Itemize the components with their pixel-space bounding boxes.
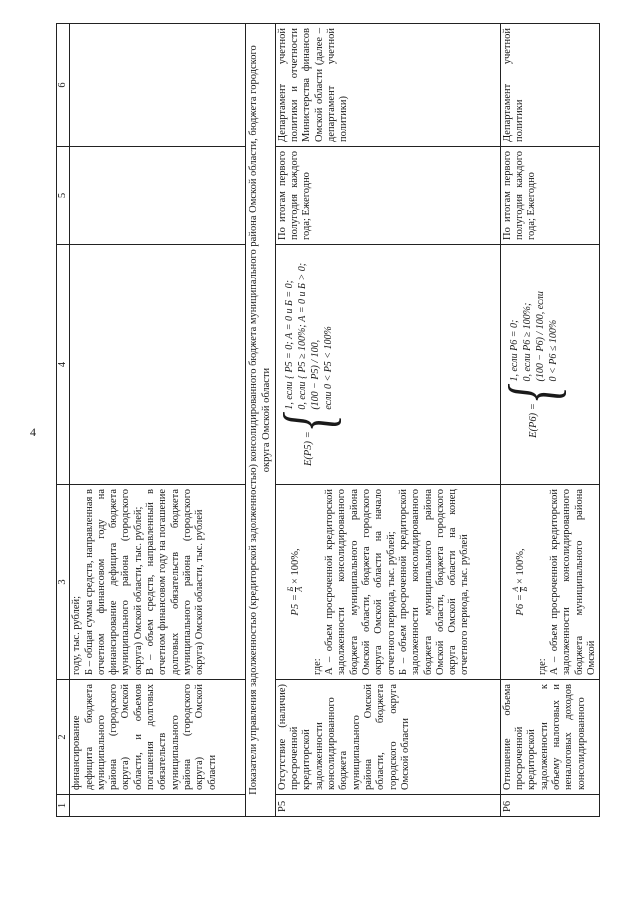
column-number: 3 — [57, 485, 70, 680]
cell-c1 — [70, 795, 246, 817]
variable-definitions: А – объем просроченной кредиторской задолженности консолидированного бюджета муниципального района Омской — [549, 489, 598, 675]
column-number: 4 — [57, 245, 70, 485]
where-label: где: — [536, 658, 548, 675]
brace-icon: { — [268, 411, 348, 430]
section-title: Показатели управления задолженностью (кредиторской задолженностью) консолидированного бюджета муниципального района Омской области, бюджета городского округа Омской области — [246, 24, 276, 817]
indicator-name: Отсутствие (наличие) просроченной кредиторской задолженности консолидированного бюджета муниципального района Омской области, бюджета городского округа Омской области — [275, 680, 500, 795]
where-label: где: — [311, 658, 323, 675]
case-3: (100 − P5) / 100, — [309, 339, 321, 410]
column-number-row — [57, 24, 70, 817]
case-1: 1, если { P5 = 0; А = 0 и Б = 0; — [283, 280, 295, 410]
indicator-code: P5 — [275, 795, 500, 817]
indicator-table — [56, 24, 598, 817]
case-4: 0 < P6 ≤ 100% — [547, 319, 559, 382]
column-number: 6 — [57, 24, 70, 147]
evaluation-lhs: E(P5) = — [302, 431, 314, 467]
indicator-name: финансирование дефицита бюджета муниципального района (городского округа) Омской области, и объемов погашения долговых обязательств муниципального района (городского округа) Омской области — [70, 680, 246, 795]
column-number: 5 — [57, 147, 70, 245]
case-2: 0, если P6 ≥ 100%; — [521, 302, 533, 382]
column-number: 1 — [57, 795, 70, 817]
period-cell: По итогам первого полугодия каждого года; Ежегодно — [500, 147, 599, 245]
period-cell — [70, 147, 246, 245]
formula-description: году, тыс. рублей; Б – общая сумма средств, направленная в отчетном финансовом году на финансирование дефицита бюджета муниципального района (городского округа) Омской области, тыс. рублей; В – объем средств, направленный в отчетном финансовом году на погашение долговых обязательств бюджета муниципального района (городского округа) Омской области, тыс. рублей — [70, 485, 246, 680]
table-row-previous — [70, 24, 246, 817]
variable-definitions: А – объем просроченной кредиторской задолженности консолидированного бюджета муниципального района Омской области, бюджета городского округа Омской области на начало отчетного периода, тыс. рублей; Б – объем просроченной кредиторской задолженности консолидированного бюджета муниципального района Омской области, бюджета городского округа Омской области на конец отчетного периода, тыс. рублей — [324, 489, 471, 675]
case-2: 0, если { P5 ≥ 100%; А = 0 и Б > 0; — [296, 262, 308, 410]
fraction: Б А — [285, 586, 304, 592]
responsible-cell — [70, 24, 246, 147]
responsible-cell: Департамент учетной политики и отчетности Министерства финансов Омской области (далее – департамент учетной политики) — [275, 24, 500, 147]
case-4: если 0 < P5 < 100% — [322, 326, 334, 410]
period-cell: По итогам первого полугодия каждого года; Ежегодно — [275, 147, 500, 245]
formula-cell — [500, 485, 599, 680]
indicator-code: P6 — [500, 795, 599, 817]
indicator-name: Отношение объема просроченной кредиторской задолженности к объему налоговых и неналоговых доходов консолидированного — [500, 680, 599, 795]
case-1: 1, если P6 = 0; — [508, 319, 520, 382]
brace-icon: { — [493, 383, 573, 402]
evaluation-lhs: E(P6) = — [527, 403, 539, 438]
formula-cell — [275, 485, 500, 680]
formula: P5 = Б А × 100%, — [285, 548, 304, 616]
evaluation-formula — [493, 245, 599, 485]
formula: P6 = А Б × 100%, — [510, 548, 529, 616]
fraction: А Б — [510, 586, 529, 592]
case-3: (100 − P6) / 100, если — [534, 291, 546, 382]
responsible-cell: Департамент учетной политики — [500, 24, 599, 147]
column-number: 2 — [57, 680, 70, 795]
evaluation-formula — [268, 245, 500, 485]
table-row-p5 — [275, 24, 500, 817]
page-number: 4 — [30, 425, 36, 439]
evaluation-cell — [70, 245, 246, 485]
table-row-p6 — [500, 24, 599, 817]
